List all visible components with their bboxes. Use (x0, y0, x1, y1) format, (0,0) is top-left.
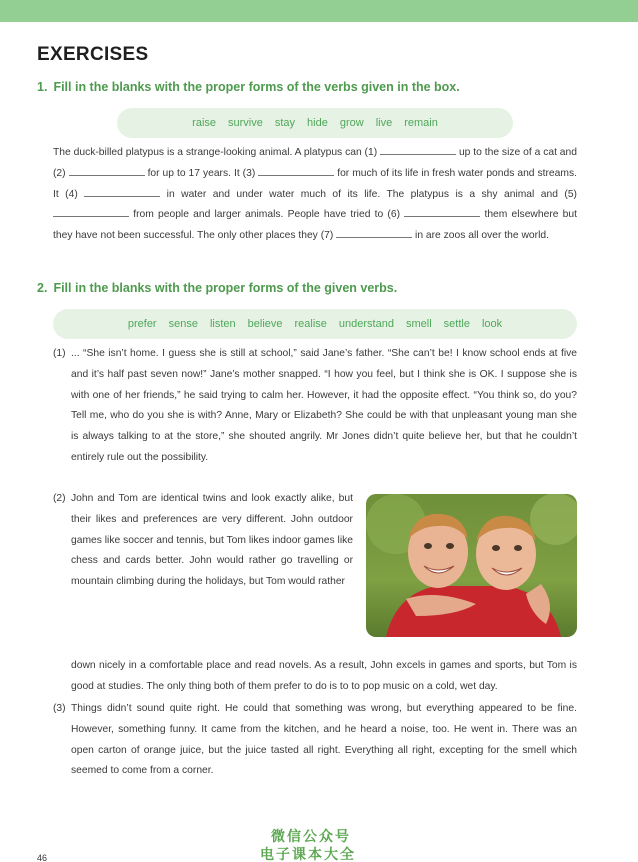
passage-text: in water and under water much of its life. The platypus is a shy animal and (5) (166, 188, 577, 200)
item-text: outdoor games like soccer and tennis, but Tom likes indoor games like chess and cards better. John would rather go travelling or mountain climbing during the holidays, but Tom would rather (71, 513, 353, 588)
section2-heading (37, 281, 397, 295)
section1-instruction: Fill in the blanks with the proper forms of the verbs given in the box. (53, 80, 460, 94)
watermark-line-1: 微信公众号 (271, 828, 351, 844)
item-text: how you feel, but I think she is OK. I suppose she is with one of her friends,” he said trying to calm her. However, it had the opposite effect. “You think so, do you? Tell me, who do you (71, 368, 577, 422)
answer-blank[interactable] (404, 207, 480, 217)
item-text: she is with? Anne, Mary or Elizabeth? She could be with that unpleasant young man she is always talking to at the store,” she shouted angrily. Mr Jones didn’t quite believe her, but (71, 410, 577, 443)
word-box-item: understand (338, 318, 394, 330)
item-text: to pop music on a cold, wet day. (351, 680, 498, 692)
passage-text: from people and larger animals. People have tried to (6) (133, 209, 401, 221)
word-box-item: raise (192, 117, 217, 129)
page-number: 46 (37, 853, 48, 862)
section2-item-1 (53, 344, 577, 469)
item-label: (3) (53, 703, 66, 714)
answer-blank[interactable] (84, 187, 160, 197)
watermark-line-2: 电子课本大全 (260, 846, 356, 862)
word-box-item: hide (307, 117, 328, 129)
item-text: Things didn’t sound quite right. He could (71, 703, 268, 714)
passage-text: for much of its life in fresh water ponds and streams. It (4) (53, 167, 577, 200)
answer-blank[interactable] (69, 166, 145, 176)
twins-photo (366, 494, 577, 637)
item-label: (2) (53, 493, 66, 504)
word-box-item: believe (247, 318, 283, 330)
item-text: that he couldn’t entirely rule out the possibility. (71, 431, 577, 463)
item-text: John and Tom are identical twins and look exactly alike, but their likes and preferences are very different. John (71, 493, 353, 525)
item-text: ... “She isn’t home. I guess she is still at school,” said Jane’s father. “She can’t be! I know school ends at five and it’s half past seven now!” Jane’s mother snapped. “I (71, 348, 577, 380)
word-box-item: listen (209, 318, 236, 330)
section1-number: 1. (37, 80, 48, 94)
word-box-item: settle (443, 318, 470, 330)
passage-text: them elsewhere but they have not been successful. The only other places they (7) (53, 209, 578, 242)
page-title: EXERCISES (37, 44, 149, 65)
section2-instruction: Fill in the blanks with the proper forms of the given verbs. (53, 281, 398, 295)
item-text: down nicely in a comfortable place and read novels. As a result, John excels in games and sports, but Tom is good at studies. The only thing both of them prefer to do is to (71, 660, 577, 692)
word-box-item: live (375, 117, 393, 129)
answer-blank[interactable] (380, 145, 456, 155)
word-box-item: look (481, 318, 503, 330)
answer-blank[interactable] (53, 207, 129, 217)
word-box-item: sense (168, 318, 198, 330)
item-text: all right, excepting for the smell which seemed to come from a corner. (71, 744, 577, 777)
word-box-item: realise (294, 318, 327, 330)
item-text: that something was wrong, but everything appeared to be fine. However, something (71, 703, 577, 735)
passage-text: in are zoos all over the world. (415, 230, 549, 242)
word-box-item: stay (274, 117, 296, 129)
section2-item-2 (53, 489, 353, 593)
section1-heading (37, 80, 460, 94)
word-box-item: prefer (127, 318, 157, 330)
section2-number: 2. (37, 281, 48, 295)
word-box-item: smell (405, 318, 432, 330)
answer-blank[interactable] (258, 166, 334, 176)
section1-word-box (117, 108, 513, 138)
passage-text: The duck-billed platypus is a strange-looking animal. A platypus can (1) (53, 147, 378, 158)
section1-passage (53, 143, 577, 247)
word-box-item: grow (339, 117, 364, 129)
word-box-item: remain (404, 117, 438, 129)
section2-item-3 (53, 699, 577, 782)
passage-text: for up to 17 years. It (3) (147, 167, 256, 179)
answer-blank[interactable] (336, 228, 412, 238)
word-box-item: survive (228, 117, 263, 129)
top-color-band (0, 0, 638, 22)
item-text: funny. It came from the kitchen, and he heard a noise, too. He went in. There was an open carton of orange juice, but the juice tasted all right. Everything (71, 723, 577, 756)
section2-word-box (53, 309, 577, 339)
item-label: (1) (53, 348, 66, 359)
section2-item-2-continued (71, 656, 577, 698)
passage-text: up to the size of a cat and (2) (53, 147, 577, 179)
